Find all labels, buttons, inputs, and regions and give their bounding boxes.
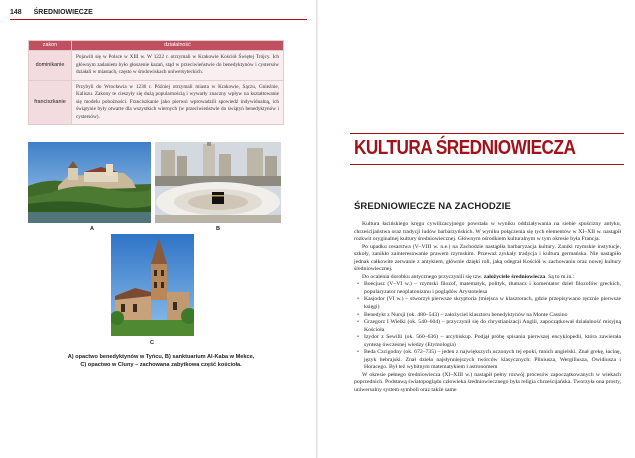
list-item: • Beda Czcigodny (ok. 672–735) – jeden z największych uczonych tej epoki, mnich angielski. Znał grekę, łacinę, język hebrajski. Znał dzieła najsłynniejszych twórców klasycznych: Pliniusza, Wergiliusza, Owidiusza i Horacego. Był też wybitnym matematykiem i astronomem	[364, 349, 621, 372]
list-item: • Izydor z Sewilli (ok. 560–636) – arcybiskup. Podjął próbę spisania pierwszej encyklopedii, która zawierała syntezę ówczesnej wiedzy (Etymologia)	[364, 334, 621, 349]
photo-cluny-abbey	[111, 234, 194, 336]
table-cell-activity: Przybyli do Wrocławia w 1236 r. Później otrzymali miasta w Krakowie, Sączu, Gnieźnie, Kaliszu. Zakony te cieszyły się dużą popularnością i wywarły znaczny wpływ na kształtowanie się modelu pobożności. Franciszkanie jako pierwsi wprowadzili spowiedź indywidualną, ich świątynie były otwarte dla wszystkich wiernych (w przeciwieństwie do świątyń benedyktynów i cystersów).	[72, 80, 284, 125]
figure-caption	[54, 353, 268, 369]
table-cell-order: franciszkanie	[29, 80, 72, 125]
table-row	[29, 51, 284, 81]
table-cell-activity: Pojawili się w Polsce w XIII w. W 1222 r. otrzymali w Krakowie Kościół Świętej Trójcy. Ich głównym zadaniem było głoszenie kazań, stąd w przeciwieństwie do benedyktynów i cystersów działali w miastach, często w środowiskach uniwersyteckich.	[72, 51, 284, 81]
left-page	[0, 0, 317, 458]
founders-list	[354, 281, 621, 372]
photo-label-b: B	[216, 226, 220, 232]
photo-kaaba-sanctuary	[155, 142, 281, 223]
orders-table	[28, 40, 284, 125]
photo-label-a: A	[90, 226, 94, 232]
list-item: • Boecjusz (V–VI w.) – rzymski filozof, matematyk, polityk, tłumacz i komentator dzieł filozofów greckich, popularyzator neoplatonizmu i poglądów Arystotelesa	[364, 281, 621, 296]
header-rule	[10, 19, 307, 20]
paragraph: Po upadku cesarstwa (V–VIII w. n.e.) na Zachodzie nastąpiła barbaryzacja kultury. Zaniki rzymskie instytucje, szkoły, zanikło zainteresowanie prawem rzymskim. Przeważ zyskały tradycja i kultura germańska. Nie nastąpiło jednak całkowite zerwanie z antykiem, głównie dzięki roli, jaką odegrał Kościół w zachowaniu oraz nowej kultury średniowiecznej.	[354, 243, 621, 273]
caption-line: A) opactwo benedyktynów w Tyńcu, B) sanktuarium Al-Kaba w Mekce,	[67, 354, 255, 360]
chapter-title: KULTURA ŚREDNIOWIECZA	[354, 137, 576, 159]
page-number: 148	[10, 9, 22, 16]
chapter-rule-bottom	[350, 164, 624, 165]
key-term: założyciele średniowiecza	[483, 273, 546, 280]
photo-label-c: C	[150, 340, 154, 346]
paragraph-text: Do ocalenia dorobku antycznego przyczynili się tzw.	[362, 273, 484, 280]
table-row	[29, 80, 284, 125]
table-header-order: zakon	[29, 41, 72, 51]
table-header-row	[29, 41, 284, 51]
body-text	[354, 221, 621, 395]
list-item: • Benedykt z Nursji (ok. 480–543) – założyciel klasztoru benedyktynów na Monte Cassino	[364, 312, 621, 320]
table-header-activity: działalność	[72, 41, 284, 51]
running-title: ŚREDNIOWIECZE	[33, 9, 93, 16]
table-cell-order: dominikanie	[29, 51, 72, 81]
chapter-rule-top	[350, 133, 624, 134]
photo-tyniec-abbey	[28, 142, 151, 223]
paragraph: Kultura łacińskiego kręgu cywilizacyjnego powstała w wyniku oddziaływania na siebie spuścizny antyku, chrześcijaństwa oraz tradycji ludów barbarzyńskich. W wyniku połączenia się tych elementów w XI–XII w. nastąpił rozkwit oryginalnej kultury średniowiecznej. Głównym ośrodkiem kulturalnym w tym okresie była Francja.	[354, 221, 621, 243]
running-header	[10, 9, 93, 16]
list-item: • Grzegorz I Wielki (ok. 540–604) – przyczynił się do chrystianizacji Anglii, zapoczątkował działalność misyjną Kościoła	[364, 319, 621, 334]
paragraph-text: . Są to m.in.:	[545, 273, 575, 280]
caption-line: C) opactwo w Cluny – zachowana zabytkowa część kościoła.	[80, 362, 242, 368]
section-title: ŚREDNIOWIECZE NA ZACHODZIE	[354, 201, 511, 212]
list-item: • Kasjodor (VI w.) – stworzył pierwsze skryptoria (miejsca w klasztorach, gdzie przepisywano ręcznie pierwsze księgi)	[364, 296, 621, 311]
paragraph: W okresie pełnego średniowiecza (XI–XIII w.) nastąpił pełny rozwój procesów zapoczątkowanych w wiekach poprzednich. Podstawą światopoglądu człowieka średniowiecznego była religia chrześcijańska. Tworzyła ona prosty, uniwersalny system symboli oraz także same	[354, 371, 621, 394]
